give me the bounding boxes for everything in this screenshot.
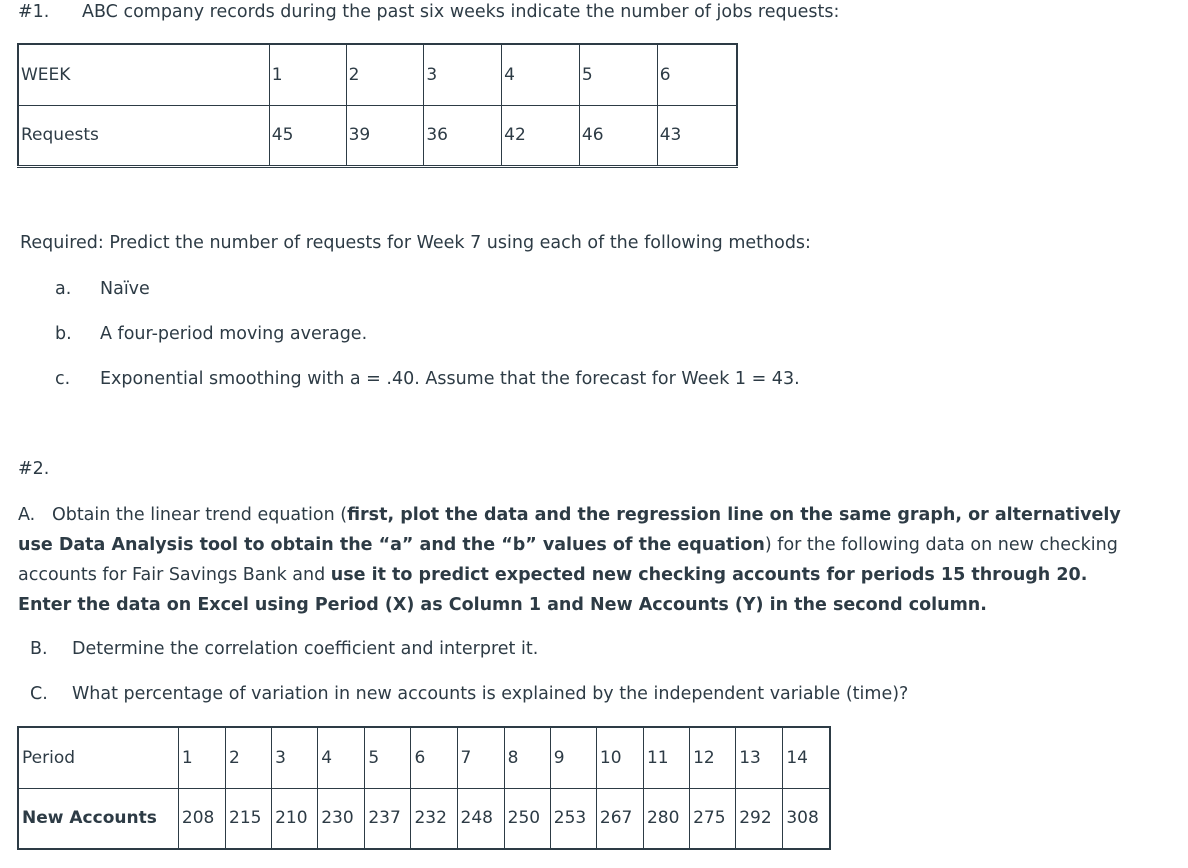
item-b-marker: b. bbox=[55, 324, 72, 344]
requests-cell: 43 bbox=[657, 105, 737, 166]
table-row-week bbox=[18, 44, 737, 105]
part-a-paragraph bbox=[18, 500, 1128, 620]
period-cell: 4 bbox=[318, 727, 365, 788]
period-cell: 1 bbox=[178, 727, 225, 788]
item-b-text: A four-period moving average. bbox=[100, 324, 368, 344]
accounts-cell: 275 bbox=[690, 788, 736, 849]
weekly-requests-table bbox=[17, 43, 738, 168]
week-cell: 5 bbox=[579, 44, 657, 105]
period-cell: 13 bbox=[736, 727, 783, 788]
accounts-cell: 230 bbox=[318, 788, 365, 849]
new-accounts-row-label: New Accounts bbox=[18, 788, 178, 849]
accounts-cell: 250 bbox=[504, 788, 550, 849]
table-row-requests bbox=[18, 105, 737, 166]
requests-cell: 45 bbox=[269, 105, 346, 166]
period-cell: 7 bbox=[457, 727, 504, 788]
accounts-cell: 215 bbox=[226, 788, 272, 849]
part-a-text-2: ) for the following data on new checking accounts for Fair Savings Bank and bbox=[18, 535, 1118, 585]
period-row-label: Period bbox=[18, 727, 178, 788]
period-cell: 9 bbox=[550, 727, 596, 788]
accounts-cell: 267 bbox=[596, 788, 643, 849]
question-2-number: #2. bbox=[18, 459, 50, 479]
item-a-text: Naïve bbox=[100, 279, 150, 299]
period-cell: 10 bbox=[596, 727, 643, 788]
part-c-marker: C. bbox=[30, 684, 48, 704]
week-row-label: WEEK bbox=[18, 44, 269, 105]
requests-row-label: Requests bbox=[18, 105, 269, 166]
accounts-cell: 232 bbox=[411, 788, 457, 849]
table-row-period bbox=[18, 727, 830, 788]
part-b-text: Determine the correlation coefficient and interpret it. bbox=[72, 639, 539, 659]
accounts-cell: 237 bbox=[365, 788, 411, 849]
requests-cell: 39 bbox=[346, 105, 424, 166]
question-1-number: #1. bbox=[18, 2, 50, 22]
part-a-marker: A. bbox=[18, 505, 36, 525]
question-1-intro: ABC company records during the past six weeks indicate the number of jobs requests: bbox=[82, 2, 840, 22]
week-cell: 1 bbox=[269, 44, 346, 105]
period-cell: 2 bbox=[226, 727, 272, 788]
accounts-cell: 292 bbox=[736, 788, 783, 849]
week-cell: 4 bbox=[502, 44, 580, 105]
part-a-text-1: Obtain the linear trend equation ( bbox=[51, 505, 348, 525]
accounts-cell: 253 bbox=[550, 788, 596, 849]
accounts-cell: 208 bbox=[178, 788, 225, 849]
item-a-marker: a. bbox=[55, 279, 72, 299]
week-cell: 6 bbox=[657, 44, 737, 105]
requests-cell: 46 bbox=[579, 105, 657, 166]
period-cell: 6 bbox=[411, 727, 457, 788]
question-1-required: Required: Predict the number of requests for Week 7 using each of the following methods: bbox=[20, 233, 811, 253]
requests-cell: 36 bbox=[424, 105, 502, 166]
week-cell: 2 bbox=[346, 44, 424, 105]
accounts-cell: 210 bbox=[272, 788, 318, 849]
accounts-cell: 280 bbox=[643, 788, 689, 849]
accounts-cell: 248 bbox=[457, 788, 504, 849]
item-c-text: Exponential smoothing with a = .40. Assume that the forecast for Week 1 = 43. bbox=[100, 369, 800, 389]
period-cell: 5 bbox=[365, 727, 411, 788]
part-a-bold-1: first, plot the data and the regression line on the same graph, or alternatively use Data Analysis tool to obtain the “a” and the “b” values of the equation bbox=[18, 505, 1121, 555]
requests-cell: 42 bbox=[502, 105, 580, 166]
part-b-marker: B. bbox=[30, 639, 48, 659]
table-row-new-accounts bbox=[18, 788, 830, 849]
period-cell: 11 bbox=[643, 727, 689, 788]
period-cell: 12 bbox=[690, 727, 736, 788]
period-cell: 8 bbox=[504, 727, 550, 788]
part-c-text: What percentage of variation in new accounts is explained by the independent variable (time)? bbox=[72, 684, 909, 704]
new-accounts-table bbox=[17, 726, 831, 850]
period-cell: 14 bbox=[783, 727, 830, 788]
item-c-marker: c. bbox=[55, 369, 71, 389]
week-cell: 3 bbox=[424, 44, 502, 105]
accounts-cell: 308 bbox=[783, 788, 830, 849]
part-a-bold-2: use it to predict expected new checking accounts for periods 15 through 20. Enter the data on Excel using Period (X) as Column 1 and New Accounts (Y) in the second column. bbox=[18, 565, 1088, 615]
period-cell: 3 bbox=[272, 727, 318, 788]
